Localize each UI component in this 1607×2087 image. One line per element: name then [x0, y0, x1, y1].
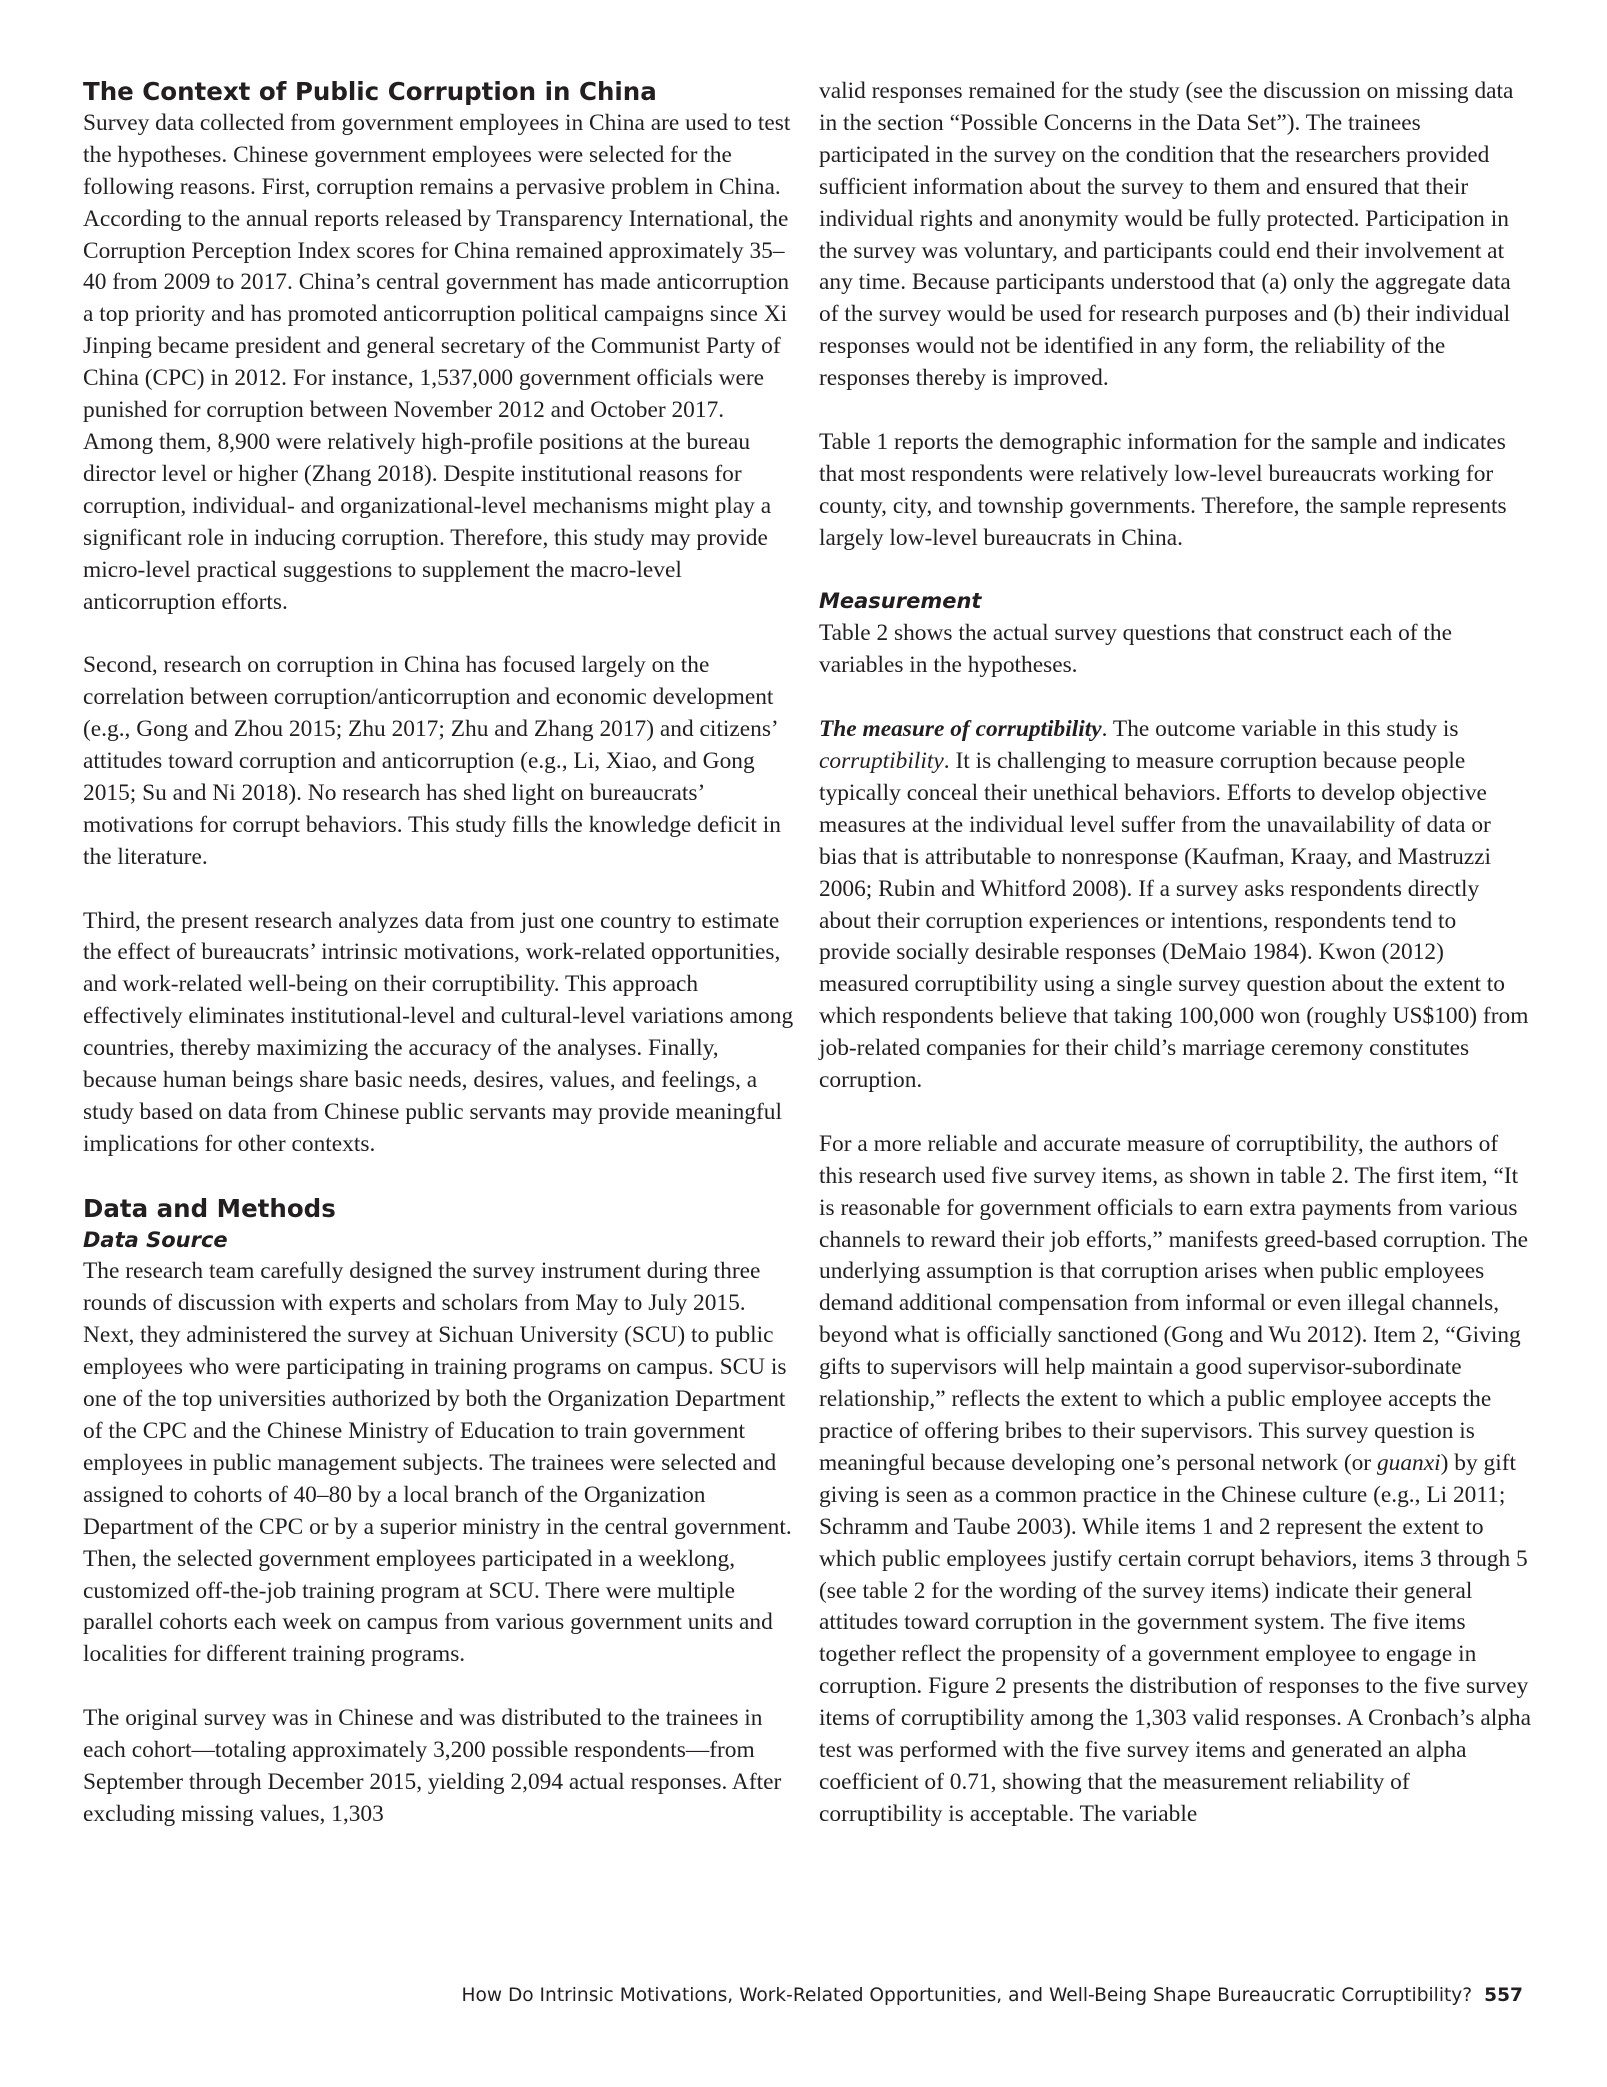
guanxi-term: guanxi [1376, 1449, 1441, 1476]
context-paragraph-1: Survey data collected from government employees in China are used to test the hypotheses. Chinese government employees were selected for the following reasons. First, corruption remains a pervasive problem in China. According to the annual reports released by Transparency International, the Corruption Perception Index scores for China remained approximately 35–40 from 2009 to 2017. China’s central government has made anticorruption a top priority and has promoted anticorruption political campaigns since Xi Jinping became president and general secretary of the Communist Party of China (CPC) in 2012. For instance, 1,537,000 government officials were punished for corruption between November 2012 and October 2017. Among them, 8,900 were relatively high-profile positions at the bureau director level or higher (Zhang 2018). Despite institutional reasons for corruption, individual- and organizational-level mechanisms might play a significant role in inducing corruption. Therefore, this study may provide micro-level practical suggestions to supplement the macro-level anticorruption efforts. [83, 109, 791, 615]
corruptibility-paragraph [819, 714, 1531, 1097]
left-column [83, 76, 795, 1831]
corruptibility-term: corruptibility [819, 747, 944, 774]
data-source-subheading: Data Source [83, 1227, 228, 1252]
page-number: 557 [1484, 1985, 1523, 2006]
corruptibility-run-in-heading: The measure of corruptibility [819, 716, 1102, 743]
continuation-paragraph: valid responses remained for the study (see the discussion on missing data in the section “Possible Concerns in the Data Set”). The trainees participated in the survey on the condition that the researchers provided sufficient information about the survey to them and ensured that their individual rights and anonymity would be fully protected. Participation in the survey was voluntary, and participants could end their involvement at any time. Because participants understood that (a) only the aggregate data of the survey would be used for research purposes and (b) their individual responses would not be identified in any form, the reliability of the responses thereby is improved. [819, 78, 1514, 392]
measurement-subheading: Measurement [819, 589, 982, 614]
reliable-measure-paragraph [819, 1129, 1531, 1831]
corruptibility-text-end: . It is challenging to measure corruption because people typically conceal their unethical behaviors. Efforts to develop objective measures at the individual level suffer from the unavailability of data or bias that is attributable to nonresponse (Kaufman, Kraay, and Mastruzzi 2006; Rubin and Whitford 2008). If a survey asks respondents directly about their corruption experiences or intentions, respondents tend to provide socially desirable responses (DeMaio 1984). Kwon (2012) measured corruptibility using a single survey question about the extent to which respondents believe that taking 100,000 won (roughly US$100) from job-related companies for their child’s marriage ceremony constitutes corruption. [819, 747, 1529, 1094]
measurement-paragraph: Table 2 shows the actual survey questions that construct each of the variables in the hypotheses. [819, 620, 1452, 679]
reliable-measure-text-start: For a more reliable and accurate measure of corruptibility, the authors of this research used five survey items, as shown in table 2. The first item, “It is reasonable for government officials to earn extra payments from various channels to reward their job efforts,” manifests greed-based corruption. The underlying assumption is that corruption arises when public employees demand additional compensation from informal or even illegal channels, beyond what is officially sanctioned (Gong and Wu 2012). Item 2, “Giving gifts to supervisors will help maintain a good supervisor-subordinate relationship,” reflects the extent to which a public employee accepts the practice of offering bribes to their supervisors. This survey question is meaningful because developing one’s personal network (or [819, 1130, 1529, 1476]
running-title: How Do Intrinsic Motivations, Work-Related Opportunities, and Well-Being Shape Bureaucratic Corruptibility? [461, 1985, 1473, 2006]
methods-section-heading: Data and Methods [83, 1193, 336, 1223]
table1-paragraph: Table 1 reports the demographic information for the sample and indicates that most respondents were relatively low-level bureaucrats working for county, city, and township governments. Therefore, the sample represents largely low-level bureaucrats in China. [819, 428, 1507, 551]
context-paragraph-2: Second, research on corruption in China has focused largely on the correlation between corruption/anticorruption and economic development (e.g., Gong and Zhou 2015; Zhu 2017; Zhu and Zhang 2017) and citizens’ attitudes toward corruption and anticorruption (e.g., Li, Xiao, and Gong 2015; Su and Ni 2018). No research has shed light on bureaucrats’ motivations for corrupt behaviors. This study fills the knowledge deficit in the literature. [83, 652, 781, 870]
data-source-paragraph-2: The original survey was in Chinese and was distributed to the trainees in each cohort—totaling approximately 3,200 possible respondents—from September through December 2015, yielding 2,094 actual responses. After excluding missing values, 1,303 [83, 1705, 782, 1827]
corruptibility-text-start: . The outcome variable in this study is [1101, 716, 1459, 743]
page-footer [461, 1984, 1523, 2008]
right-column [819, 76, 1531, 1831]
reliable-measure-text-end: ) by gift giving is seen as a common practice in the Chinese culture (e.g., Li 2011; Schramm and Taube 2003). While items 1 and 2 represent the extent to which public employees justify certain corrupt behaviors, items 3 through 5 (see table 2 for the wording of the survey items) indicate their general attitudes toward corruption in the government system. The five items together reflect the propensity of a government employee to engage in corruption. Figure 2 presents the distribution of responses to the five survey items of corruptibility among the 1,303 valid responses. A Cronbach’s alpha test was performed with the five survey items and generated an alpha coefficient of 0.71, showing that the measurement reliability of corruptibility is acceptable. The variable [819, 1449, 1531, 1827]
data-source-paragraph-1: The research team carefully designed the survey instrument during three rounds of discussion with experts and scholars from May to July 2015. Next, they administered the survey at Sichuan University (SCU) to public employees who were participating in training programs on campus. SCU is one of the top universities authorized by both the Organization Department of the CPC and the Chinese Ministry of Education to train government employees in public management subjects. The trainees were selected and assigned to cohorts of 40–80 by a local branch of the Organization Department of the CPC or by a superior ministry in the central government. Then, the selected government employees participated in a weeklong, customized off-the-job training program at SCU. There were multiple parallel cohorts each week on campus from various government units and localities for different training programs. [83, 1258, 792, 1668]
context-section-heading: The Context of Public Corruption in China [83, 77, 657, 106]
context-paragraph-3: Third, the present research analyzes data from just one country to estimate the effect of bureaucrats’ intrinsic motivations, work-related opportunities, and work-related well-being on their corruptibility. This approach effectively eliminates institutional-level and cultural-level variations among countries, thereby maximizing the accuracy of the analyses. Finally, because human beings share basic needs, desires, values, and feelings, a study based on data from Chinese public servants may provide meaningful implications for other contexts. [83, 907, 794, 1157]
